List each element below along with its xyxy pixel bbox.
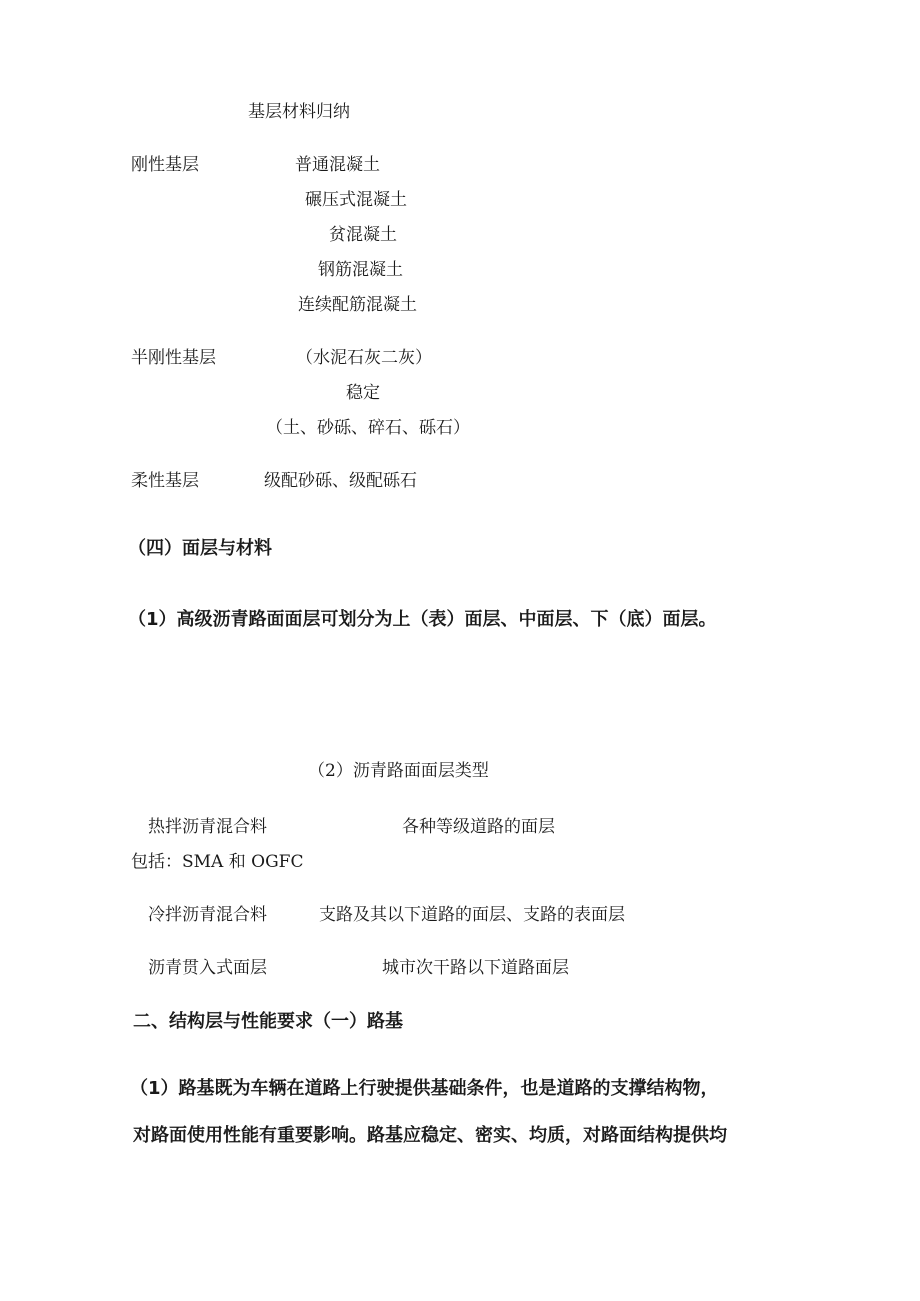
rigid-base-item: 普通混凝土	[295, 155, 380, 175]
flexible-base-value: 级配砂砾、级配砾石	[264, 471, 417, 491]
rigid-base-label: 刚性基层	[131, 155, 199, 175]
asphalt-types-title: （2）沥青路面面层类型	[308, 761, 489, 781]
section-two-paragraph-line: 对路面使用性能有重要影响。路基应稳定、密实、均质，对路面结构提供均	[133, 1125, 727, 1146]
asphalt-type-note: 包括：SMA 和 OGFC	[131, 852, 304, 872]
semi-rigid-line: 稳定	[346, 383, 380, 403]
semi-rigid-line: （水泥石灰二灰）	[296, 348, 432, 368]
section-four-heading: （四）面层与材料	[128, 538, 272, 559]
rigid-base-item: 连续配筋混凝土	[298, 295, 417, 315]
base-materials-title: 基层材料归纳	[248, 102, 350, 122]
asphalt-type-name: 沥青贯入式面层	[148, 958, 267, 978]
section-two-heading: 二、结构层与性能要求（一）路基	[133, 1011, 403, 1032]
asphalt-type-use: 各种等级道路的面层	[402, 817, 555, 837]
section-two-paragraph-line: （1）路基既为车辆在道路上行驶提供基础条件，也是道路的支撑结构物，	[130, 1078, 719, 1099]
asphalt-type-name: 热拌沥青混合料	[148, 817, 267, 837]
rigid-base-item: 碾压式混凝土	[305, 190, 407, 210]
asphalt-type-name: 冷拌沥青混合料	[148, 905, 267, 925]
semi-rigid-line: （土、砂砾、碎石、砾石）	[266, 418, 470, 438]
asphalt-type-use: 城市次干路以下道路面层	[382, 958, 569, 978]
semi-rigid-base-label: 半刚性基层	[131, 348, 216, 368]
section-four-paragraph: （1）高级沥青路面面层可划分为上（表）面层、中面层、下（底）面层。	[128, 609, 717, 630]
flexible-base-label: 柔性基层	[131, 471, 199, 491]
asphalt-type-use: 支路及其以下道路的面层、支路的表面层	[319, 905, 625, 925]
rigid-base-item: 钢筋混凝土	[318, 260, 403, 280]
rigid-base-item: 贫混凝土	[329, 225, 397, 245]
